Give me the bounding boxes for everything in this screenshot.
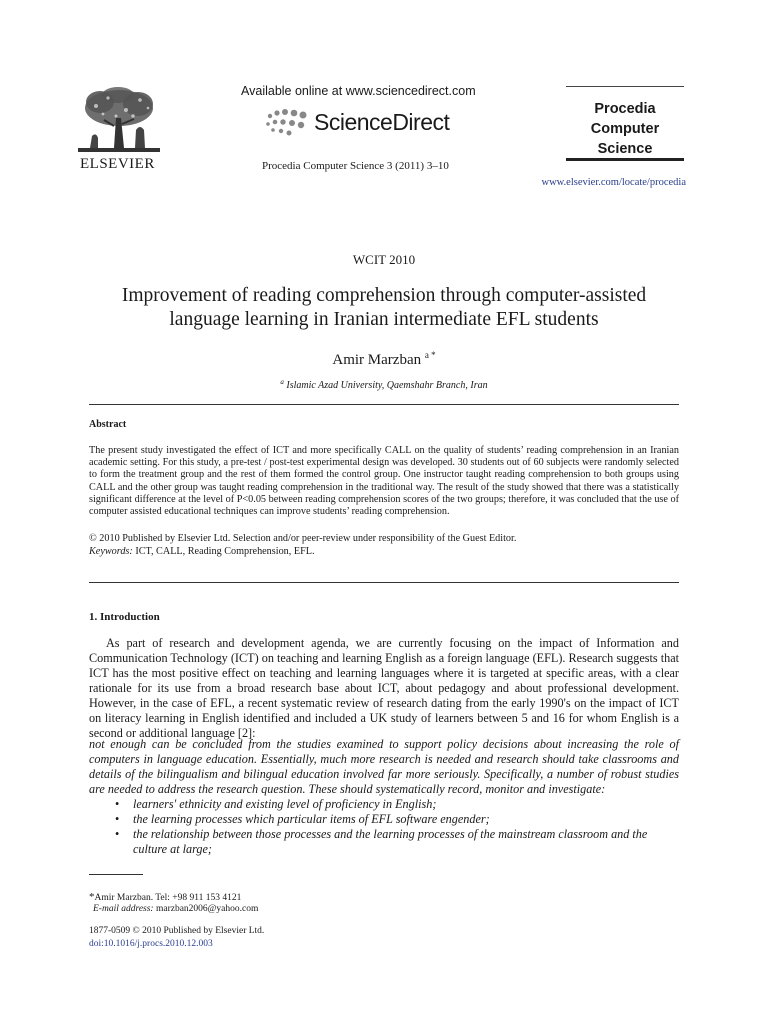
list-item-text: the learning processes which particular items of EFL software engender; (133, 812, 490, 826)
keywords-list: ICT, CALL, Reading Comprehension, EFL. (135, 546, 315, 557)
sciencedirect-wordmark: ScienceDirect (314, 109, 450, 135)
footnote-star: * (89, 891, 95, 903)
intro-paragraph: As part of research and development agenda, we are currently focusing on the impact of Information and Communication Technology (ICT) on teaching and learning English as a foreign language (EFL). Research suggests that ICT has the most positive effect on teaching and learning languages where it is targeted at specific areas, with a clear rationale for its use from a broad research base about ICT, about pedagogy and about professional development. However, in the case of EFL, a recent systematic review of research dating from the early 1990's on the impact of ICT on literacy learning in English identified and included a UK study of learners between 5 and 16 for whom English is a second or additional language [2]: (89, 636, 679, 740)
list-item (89, 812, 679, 827)
abstract-heading: Abstract (89, 419, 127, 430)
footnote-contact (89, 891, 241, 903)
journal-title-line: Computer (590, 121, 660, 137)
journal-reference: Procedia Computer Science 3 (2011) 3–10 (262, 160, 449, 172)
publisher-name: ELSEVIER (80, 156, 155, 172)
keywords-line (89, 546, 315, 557)
paper-title (60, 284, 708, 332)
title-line: Improvement of reading comprehension through computer-assisted (121, 285, 647, 306)
sciencedirect-dots-icon (264, 108, 312, 138)
author-name: Amir Marzban (332, 352, 422, 368)
journal-title-line: Procedia (594, 101, 656, 117)
keywords-label: Keywords: (89, 546, 133, 557)
affiliation-line (0, 378, 768, 391)
intro-quote: not enough can be concluded from the studies examined to support policy decisions about increasing the role of computers in language education. Essentially, much more research is needed and research should take classrooms and details of the bilingualism and bilingual education involved far more seriously. Specifically, a number of robust studies are needed to address the research question. These should systematically record, monitor and investigate: (89, 737, 679, 796)
issn-line: 1877-0509 © 2010 Published by Elsevier Ltd. (89, 926, 265, 936)
author-affiliation-marks: a * (424, 350, 436, 360)
bullet-glyph: • (115, 812, 120, 826)
list-item-text: the relationship between those processes and the learning processes of the mainstream classroom and the culture at large; (133, 827, 648, 856)
bullet-list (89, 797, 679, 857)
footnote-rule (89, 874, 143, 875)
bullet-glyph: • (115, 797, 120, 811)
abstract-bottom-rule (89, 582, 679, 583)
list-item-text: learners' ethnicity and existing level of proficiency in English; (133, 797, 437, 811)
title-line: language learning in Iranian intermediate EFL students (169, 309, 599, 330)
email-label: E-mail address: (93, 904, 154, 914)
section-heading: 1. Introduction (89, 611, 160, 623)
journal-title-box (566, 86, 684, 161)
journal-url-link[interactable]: www.elsevier.com/locate/procedia (541, 177, 686, 188)
abstract-body: The present study investigated the effect of ICT and more specifically CALL on the quality of students’ reading comprehension in an Iranian academic setting. For this study, a pre-test / post-test experimental design was developed. 30 students out of 60 subjects were randomly selected to form the treatment group and the rest of them formed the control group. One instructor taught reading comprehension to both groups using CALL and the other group was taught reading comprehension in the traditional way. The result of the study showed that there was a statistically significant difference at the level of P<0.05 between reading comprehension scores of the two groups; therefore, it was concluded that the use of computer assisted educational techniques can improve students’ reading comprehension. (89, 445, 679, 518)
footnote-contact-text: Amir Marzban. Tel: +98 911 153 4121 (94, 893, 242, 903)
affiliation-mark: a (280, 378, 284, 386)
conference-name: WCIT 2010 (352, 252, 416, 267)
bullet-glyph: • (115, 827, 120, 841)
abstract-top-rule (89, 404, 679, 405)
email-address[interactable]: marzban2006@yahoo.com (155, 904, 259, 914)
elsevier-tree-logo-icon (78, 86, 160, 156)
affiliation-text: Islamic Azad University, Qaemshahr Branch, Iran (286, 380, 488, 391)
available-online-link[interactable]: Available online at www.sciencedirect.com (241, 84, 476, 98)
journal-title-line: Science (597, 141, 653, 157)
list-item (89, 827, 679, 857)
copyright-notice: © 2010 Published by Elsevier Ltd. Selection and/or peer-review under responsibility of the Guest Editor. (89, 533, 517, 544)
list-item (89, 797, 679, 812)
doi-link[interactable]: doi:10.1016/j.procs.2010.12.003 (89, 939, 213, 949)
footnote-email (93, 904, 258, 914)
author-line (0, 350, 768, 369)
